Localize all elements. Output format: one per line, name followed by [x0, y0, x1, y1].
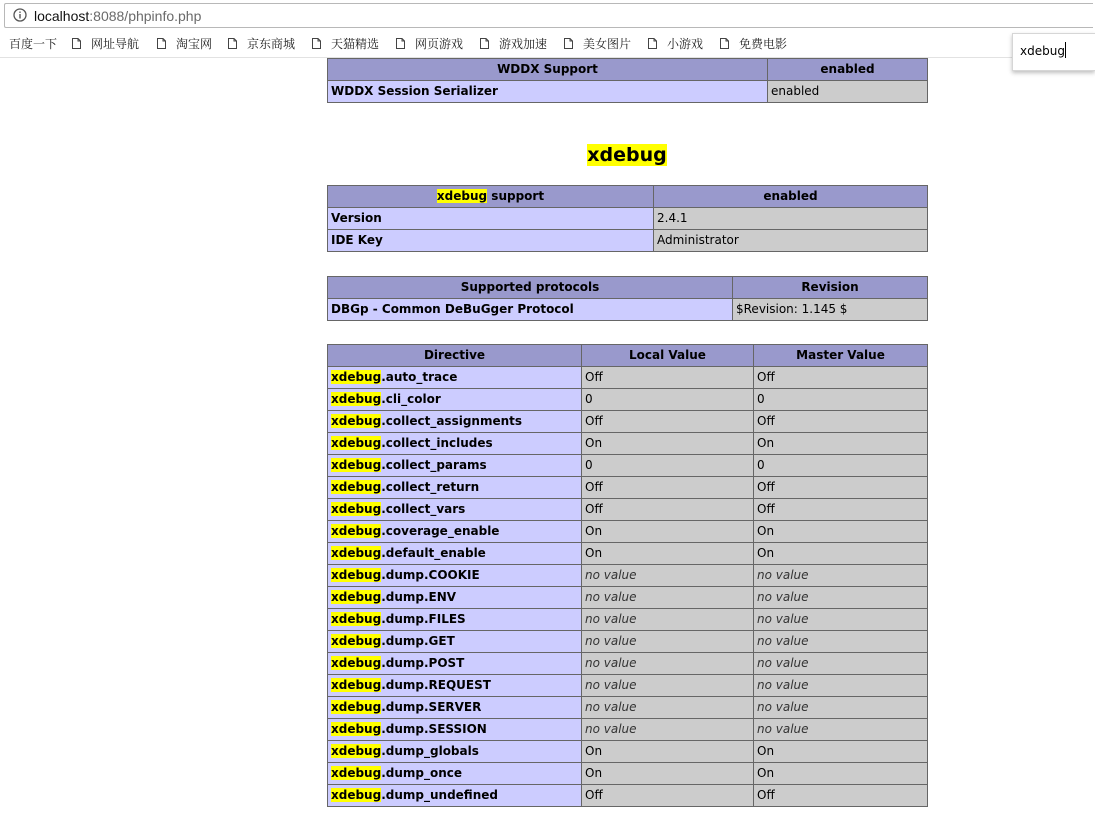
search-highlight: xdebug [331, 656, 382, 670]
search-highlight: xdebug [331, 788, 382, 802]
table-header-cell: Directive [328, 345, 582, 367]
local-value: no value [585, 568, 637, 582]
master-value: On [757, 524, 775, 538]
protocols-table [327, 276, 928, 321]
bookmarks-bar [0, 31, 1095, 58]
local-value-cell [582, 565, 754, 587]
master-value-cell [754, 763, 928, 785]
master-value: no value [757, 700, 809, 714]
local-value: On [585, 766, 603, 780]
search-highlight: xdebug [331, 392, 382, 406]
search-highlight: xdebug [331, 458, 382, 472]
master-value-cell [754, 521, 928, 543]
page-icon [564, 38, 573, 49]
search-highlight: xdebug [331, 678, 382, 692]
text-caret [1065, 42, 1066, 58]
bookmark-label: 小游戏 [667, 37, 704, 51]
search-highlight: xdebug [587, 144, 667, 166]
table-row [328, 719, 928, 741]
directive-suffix: .dump_globals [381, 744, 479, 758]
table-row [328, 521, 928, 543]
search-highlight: xdebug [331, 634, 382, 648]
local-value-cell [582, 477, 754, 499]
info-icon[interactable] [13, 8, 27, 22]
local-value-cell [582, 411, 754, 433]
local-value: On [585, 546, 603, 560]
bookmark-item[interactable] [564, 36, 631, 54]
search-highlight: xdebug [331, 436, 382, 450]
table-header-cell: enabled [768, 59, 928, 81]
table-row [328, 565, 928, 587]
master-value: no value [757, 722, 809, 736]
table-row [328, 697, 928, 719]
table-row [328, 785, 928, 807]
local-value: 0 [585, 392, 593, 406]
directive-suffix: .collect_includes [381, 436, 493, 450]
directives-table [327, 344, 928, 807]
local-value-cell [582, 675, 754, 697]
master-value-cell [754, 697, 928, 719]
master-value-cell [754, 455, 928, 477]
directive-suffix: .dump.SERVER [381, 700, 482, 714]
bookmark-item[interactable] [312, 36, 379, 54]
local-value-cell [582, 653, 754, 675]
bookmark-item[interactable] [480, 36, 547, 54]
page-icon [480, 38, 489, 49]
master-value: no value [757, 568, 809, 582]
bookmark-item[interactable] [72, 36, 139, 54]
directive-name-cell [328, 477, 582, 499]
directive-suffix: .dump.ENV [381, 590, 457, 604]
local-value: 0 [585, 458, 593, 472]
table-row [328, 543, 928, 565]
search-highlight: xdebug [331, 502, 382, 516]
page-icon [648, 38, 657, 49]
directive-name-cell [328, 367, 582, 389]
local-value: no value [585, 612, 637, 626]
search-highlight: xdebug [331, 612, 382, 626]
local-value-cell [582, 719, 754, 741]
table-row [328, 81, 928, 103]
local-value: On [585, 524, 603, 538]
search-highlight: xdebug [331, 370, 382, 384]
url-host: localhost [34, 8, 90, 24]
table-header-cell: Revision [733, 277, 928, 299]
master-value-cell [754, 653, 928, 675]
directive-name-cell [328, 455, 582, 477]
local-value: Off [585, 480, 603, 494]
directive-name-cell [328, 631, 582, 653]
bookmark-label: 百度一下 [9, 37, 58, 51]
search-highlight: xdebug [331, 546, 382, 560]
header-text: support [487, 189, 545, 203]
local-value-cell [582, 609, 754, 631]
table-row [328, 411, 928, 433]
master-value: Off [757, 414, 775, 428]
url-text [34, 7, 201, 25]
master-value-cell [754, 411, 928, 433]
section-title [327, 141, 927, 169]
master-value: Off [757, 502, 775, 516]
local-value: Off [585, 788, 603, 802]
local-value: On [585, 744, 603, 758]
directive-suffix: .dump.SESSION [381, 722, 487, 736]
bookmark-label: 网址导航 [91, 37, 140, 51]
bookmark-label: 游戏加速 [499, 37, 548, 51]
directive-suffix: .default_enable [381, 546, 486, 560]
directive-name-cell [328, 697, 582, 719]
table-row [328, 367, 928, 389]
page-icon [72, 38, 81, 49]
page-icon [312, 38, 321, 49]
table-row [328, 763, 928, 785]
master-value: no value [757, 656, 809, 670]
url-path: :8088/phpinfo.php [89, 8, 202, 24]
directive-name-cell [328, 719, 582, 741]
directive-name-cell [328, 763, 582, 785]
local-value-cell [582, 499, 754, 521]
table-header-row [328, 277, 928, 299]
find-input[interactable] [1020, 43, 1090, 59]
url-field[interactable] [4, 3, 1093, 28]
local-value: no value [585, 678, 637, 692]
bookmark-item[interactable] [9, 36, 57, 54]
master-value: no value [757, 612, 809, 626]
master-value: On [757, 436, 775, 450]
local-value-cell [582, 433, 754, 455]
table-row [328, 455, 928, 477]
master-value: 0 [757, 392, 765, 406]
local-value: no value [585, 656, 637, 670]
local-value: Off [585, 414, 603, 428]
directive-suffix: .collect_assignments [381, 414, 523, 428]
directive-suffix: .coverage_enable [381, 524, 500, 538]
directive-name-cell [328, 609, 582, 631]
table-row [328, 631, 928, 653]
master-value-cell [754, 499, 928, 521]
search-highlight: xdebug [331, 568, 382, 582]
directive-suffix: .cli_color [381, 392, 441, 406]
table-key-cell: Version [328, 208, 654, 230]
master-value-cell [754, 565, 928, 587]
table-header-cell: Supported protocols [328, 277, 733, 299]
search-highlight: xdebug [331, 524, 382, 538]
bookmark-label: 淘宝网 [176, 37, 213, 51]
directive-suffix: .dump.COOKIE [381, 568, 480, 582]
directive-suffix: .collect_params [381, 458, 487, 472]
wddx-table [327, 58, 928, 103]
directive-name-cell [328, 411, 582, 433]
master-value: On [757, 766, 775, 780]
table-header-cell: enabled [654, 186, 928, 208]
search-highlight: xdebug [436, 189, 488, 203]
master-value-cell [754, 389, 928, 411]
local-value-cell [582, 543, 754, 565]
directive-suffix: .dump_undefined [381, 788, 498, 802]
search-highlight: xdebug [331, 744, 382, 758]
local-value-cell [582, 389, 754, 411]
search-highlight: xdebug [331, 414, 382, 428]
directive-name-cell [328, 433, 582, 455]
master-value-cell [754, 609, 928, 631]
table-row [328, 741, 928, 763]
table-row [328, 477, 928, 499]
page-icon [228, 38, 237, 49]
directive-name-cell [328, 785, 582, 807]
table-header-cell: Master Value [754, 345, 928, 367]
local-value: Off [585, 370, 603, 384]
bookmark-label: 京东商城 [247, 37, 296, 51]
master-value: On [757, 546, 775, 560]
directive-name-cell [328, 521, 582, 543]
table-key-cell: DBGp - Common DeBuGger Protocol [328, 299, 733, 321]
table-row [328, 587, 928, 609]
directive-suffix: .collect_vars [381, 502, 466, 516]
directive-name-cell [328, 543, 582, 565]
search-highlight: xdebug [331, 722, 382, 736]
directive-suffix: .collect_return [381, 480, 480, 494]
master-value-cell [754, 675, 928, 697]
table-row [328, 299, 928, 321]
table-row [328, 499, 928, 521]
page-icon [396, 38, 405, 49]
table-header-row [328, 345, 928, 367]
directive-name-cell [328, 499, 582, 521]
table-value-cell: enabled [768, 81, 928, 103]
local-value-cell [582, 367, 754, 389]
local-value-cell [582, 697, 754, 719]
bookmark-item[interactable] [720, 36, 787, 54]
table-row [328, 433, 928, 455]
local-value: no value [585, 722, 637, 736]
master-value: no value [757, 634, 809, 648]
master-value: Off [757, 480, 775, 494]
master-value: no value [757, 678, 809, 692]
table-row [328, 653, 928, 675]
master-value-cell [754, 741, 928, 763]
master-value: Off [757, 370, 775, 384]
table-row [328, 230, 928, 252]
directive-name-cell [328, 565, 582, 587]
bookmark-item[interactable] [396, 36, 463, 54]
table-value-cell: Administrator [654, 230, 928, 252]
bookmark-item[interactable] [648, 36, 703, 54]
table-key-cell: IDE Key [328, 230, 654, 252]
local-value-cell [582, 587, 754, 609]
page-icon [157, 38, 166, 49]
master-value: no value [757, 590, 809, 604]
local-value: no value [585, 590, 637, 604]
bookmark-item[interactable] [228, 36, 295, 54]
bookmark-label: 天猫精选 [331, 37, 380, 51]
search-highlight: xdebug [331, 480, 382, 494]
master-value: Off [757, 788, 775, 802]
table-row [328, 208, 928, 230]
directive-name-cell [328, 653, 582, 675]
bookmark-item[interactable] [157, 36, 212, 54]
directive-name-cell [328, 389, 582, 411]
local-value-cell [582, 455, 754, 477]
local-value-cell [582, 763, 754, 785]
master-value-cell [754, 785, 928, 807]
master-value-cell [754, 587, 928, 609]
page-icon [720, 38, 729, 49]
master-value-cell [754, 367, 928, 389]
directive-suffix: .dump.POST [381, 656, 465, 670]
master-value-cell [754, 433, 928, 455]
directive-suffix: .dump_once [381, 766, 463, 780]
directive-name-cell [328, 587, 582, 609]
master-value-cell [754, 719, 928, 741]
local-value-cell [582, 785, 754, 807]
local-value: no value [585, 700, 637, 714]
table-header-cell: Local Value [582, 345, 754, 367]
bookmark-label: 美女图片 [583, 37, 632, 51]
master-value-cell [754, 543, 928, 565]
master-value-cell [754, 477, 928, 499]
local-value: On [585, 436, 603, 450]
bookmark-label: 免费电影 [739, 37, 788, 51]
local-value-cell [582, 631, 754, 653]
table-header-row [328, 186, 928, 208]
directive-suffix: .dump.REQUEST [381, 678, 491, 692]
table-header-row [328, 59, 928, 81]
address-bar [0, 0, 1095, 31]
table-row [328, 675, 928, 697]
search-highlight: xdebug [331, 700, 382, 714]
search-highlight: xdebug [331, 590, 382, 604]
local-value: Off [585, 502, 603, 516]
xdebug-support-table [327, 185, 928, 252]
directive-name-cell [328, 675, 582, 697]
table-value-cell: 2.4.1 [654, 208, 928, 230]
table-row [328, 609, 928, 631]
table-row [328, 389, 928, 411]
directive-suffix: .dump.FILES [381, 612, 466, 626]
table-value-cell: $Revision: 1.145 $ [733, 299, 928, 321]
table-key-cell: WDDX Session Serializer [328, 81, 768, 103]
table-header-cell: WDDX Support [328, 59, 768, 81]
directive-suffix: .auto_trace [381, 370, 458, 384]
bookmark-label: 网页游戏 [415, 37, 464, 51]
local-value-cell [582, 521, 754, 543]
master-value-cell [754, 631, 928, 653]
find-bar [1012, 33, 1095, 71]
master-value: 0 [757, 458, 765, 472]
master-value: On [757, 744, 775, 758]
directive-name-cell [328, 741, 582, 763]
table-header-cell [328, 186, 654, 208]
local-value: no value [585, 634, 637, 648]
local-value-cell [582, 741, 754, 763]
search-highlight: xdebug [331, 766, 382, 780]
directive-suffix: .dump.GET [381, 634, 455, 648]
